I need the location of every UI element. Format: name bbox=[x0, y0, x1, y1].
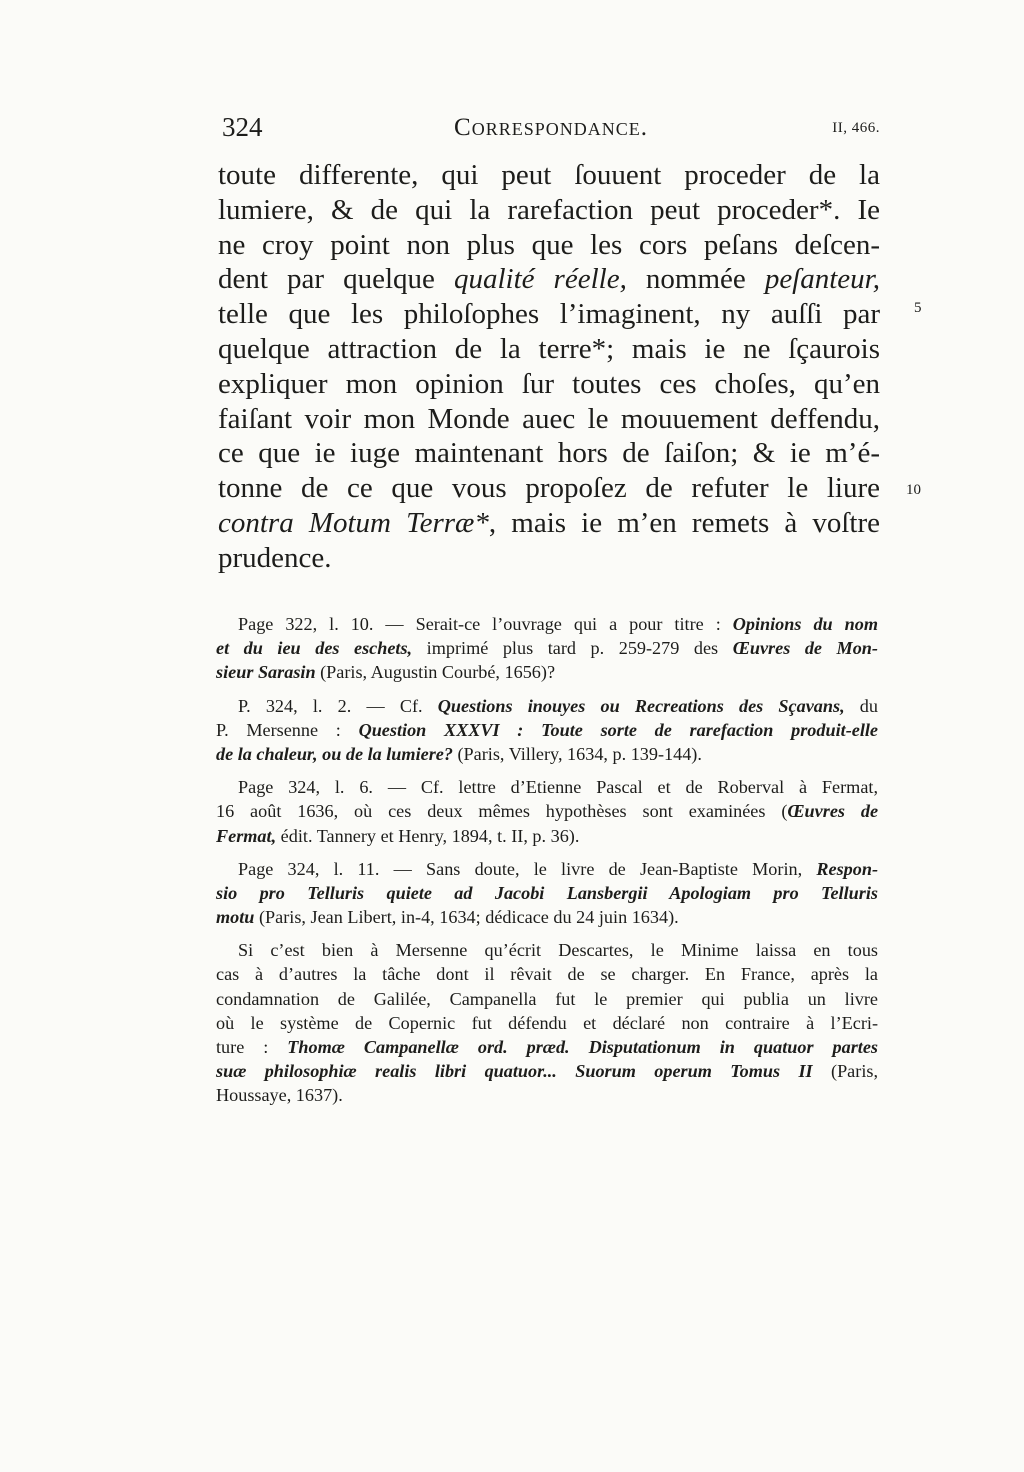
footnote-italic: Questions inouyes ou Recreations des Sçavans, bbox=[437, 695, 845, 716]
footnote-italic: de la chaleur, ou de la lumiere? bbox=[216, 743, 453, 764]
footnote-text: P. 324, l. 2. — Cf. bbox=[238, 695, 438, 716]
footnote-italic: Fermat, bbox=[216, 825, 277, 846]
footnote-italic: sio pro Telluris quiete ad Jacobi Lansbergii Apologiam pro Telluris bbox=[216, 882, 878, 903]
footnote-text: Page 324, l. 6. — Cf. lettre d’Etienne Pascal et de Roberval à Fermat, bbox=[238, 777, 878, 798]
footnote bbox=[216, 775, 878, 848]
footnote-line bbox=[216, 775, 878, 799]
footnote-italic: Œuvres de Mon- bbox=[732, 638, 878, 659]
italic-span: peſanteur, bbox=[764, 263, 880, 296]
text-line: telle que les philoſophes l’imaginent, ny auſſi par bbox=[218, 298, 880, 331]
text-line bbox=[218, 506, 880, 541]
footnote-text: édit. Tannery et Henry, 1894, t. II, p. 36). bbox=[276, 825, 580, 846]
italic-span: qualité réelle, bbox=[453, 263, 627, 296]
footnote-text: 16 août 1636, où ces deux mêmes hypothèses sont examinées ( bbox=[216, 801, 788, 822]
footnote bbox=[216, 694, 878, 767]
footnote bbox=[216, 938, 878, 1107]
text-line: quelque attraction de la terre*; mais ie ne ſçaurois bbox=[218, 332, 880, 365]
footnote-line bbox=[216, 938, 878, 962]
footnote-line bbox=[216, 824, 878, 848]
footnote-italic: motu bbox=[216, 907, 255, 928]
page-header bbox=[222, 112, 880, 146]
footnote-text: Houssaye, 1637). bbox=[216, 1085, 343, 1106]
footnote-text: Si c’est bien à Mersenne qu’écrit Descartes, le Minime laissa en tous bbox=[238, 940, 878, 961]
footnote-italic: sieur Sarasin bbox=[216, 662, 316, 683]
line-number-5: 5 bbox=[914, 300, 922, 316]
text-line: prudence. bbox=[218, 541, 332, 574]
footnote-line bbox=[216, 660, 878, 684]
text-span: dent par quelque bbox=[218, 263, 454, 296]
footnote-line bbox=[216, 987, 878, 1011]
footnote-italic: Respon- bbox=[816, 858, 878, 879]
text-span: , mais ie m’en remets à voſtre bbox=[488, 506, 881, 539]
text-line: ce que ie iuge maintenant hors de ſaiſon; & ie m’é- bbox=[218, 437, 880, 470]
footnote-text: (Paris, Augustin Courbé, 1656)? bbox=[315, 662, 556, 683]
footnote-italic: Œuvres de bbox=[787, 801, 879, 822]
text-line: expliquer mon opinion ſur toutes ces choſes, qu’en bbox=[218, 367, 880, 400]
footnote-text: où le système de Copernic fut défendu et déclaré non contraire à l’Ecri- bbox=[216, 1012, 878, 1033]
footnote-line bbox=[216, 718, 878, 742]
line-number-10: 10 bbox=[906, 482, 921, 498]
footnote-line bbox=[216, 742, 878, 766]
footnote-italic: suæ philosophiæ realis libri quatuor... Suorum operum Tomus II bbox=[216, 1061, 813, 1082]
footnote-italic: Opinions du nom bbox=[732, 614, 878, 634]
footnote-italic: Question XXXVI : Toute sorte de rarefaction produit-elle bbox=[358, 719, 878, 740]
footnote-text: ture : bbox=[216, 1037, 288, 1057]
page-number: 324 bbox=[222, 112, 263, 142]
footnote-line bbox=[216, 962, 878, 986]
italic-span: contra Motum Terræ* bbox=[218, 506, 489, 539]
text-line: faiſant voir mon Monde auec le mouuement deffendu, bbox=[218, 402, 880, 435]
footnote-text: cas à d’autres la tâche dont il rêvait de se charger. En France, après la bbox=[216, 964, 878, 985]
text-line: lumiere, & de qui la rarefaction peut proceder*. Ie bbox=[218, 193, 880, 226]
footnote-line bbox=[216, 694, 878, 718]
footnote-text: condamnation de Galilée, Campanella fut le premier qui publia un livre bbox=[216, 988, 878, 1009]
footnote-text: du bbox=[844, 695, 878, 716]
footnote-italic: et du ieu des eschets, bbox=[216, 638, 413, 659]
footnote-line bbox=[216, 1059, 878, 1083]
text-line: ne croy point non plus que les cors peſans deſcen- bbox=[218, 228, 880, 261]
footnote-line bbox=[216, 857, 878, 881]
text-line bbox=[218, 262, 880, 297]
main-text bbox=[218, 158, 880, 576]
page-reference: II, 466. bbox=[832, 120, 880, 136]
footnotes bbox=[216, 612, 878, 1117]
footnote-italic: Thomæ Campanellæ ord. præd. Disputationum in quatuor partes bbox=[287, 1037, 878, 1057]
text-line: tonne de ce que vous propoſez de refuter le liure bbox=[218, 472, 880, 505]
footnote-line bbox=[216, 636, 878, 660]
footnote-line bbox=[216, 1035, 878, 1059]
text-line: toute differente, qui peut ſouuent proceder de la bbox=[218, 159, 880, 191]
footnote-line bbox=[216, 1011, 878, 1035]
footnote-text: (Paris, Villery, 1634, p. 139-144). bbox=[452, 743, 702, 764]
text-span: nommée bbox=[626, 263, 765, 296]
footnote-line bbox=[216, 881, 878, 905]
footnote-text: Page 322, l. 10. — Serait-ce l’ouvrage qui a pour titre : bbox=[238, 614, 733, 634]
footnote-line bbox=[216, 799, 878, 823]
footnote-text: P. Mersenne : bbox=[216, 719, 359, 740]
footnote-text: (Paris, Jean Libert, in-4, 1634; dédicace du 24 juin 1634). bbox=[254, 907, 679, 928]
footnote bbox=[216, 612, 878, 685]
footnote-text: imprimé plus tard p. 259-279 des bbox=[412, 638, 733, 659]
footnote-text: Page 324, l. 11. — Sans doute, le livre de Jean-Baptiste Morin, bbox=[238, 858, 817, 879]
footnote-text: (Paris, bbox=[812, 1061, 878, 1082]
footnote bbox=[216, 857, 878, 930]
footnote-line bbox=[216, 1083, 878, 1107]
footnote-line bbox=[216, 612, 878, 636]
running-title: Correspondance. bbox=[454, 114, 648, 141]
footnote-line bbox=[216, 905, 878, 929]
